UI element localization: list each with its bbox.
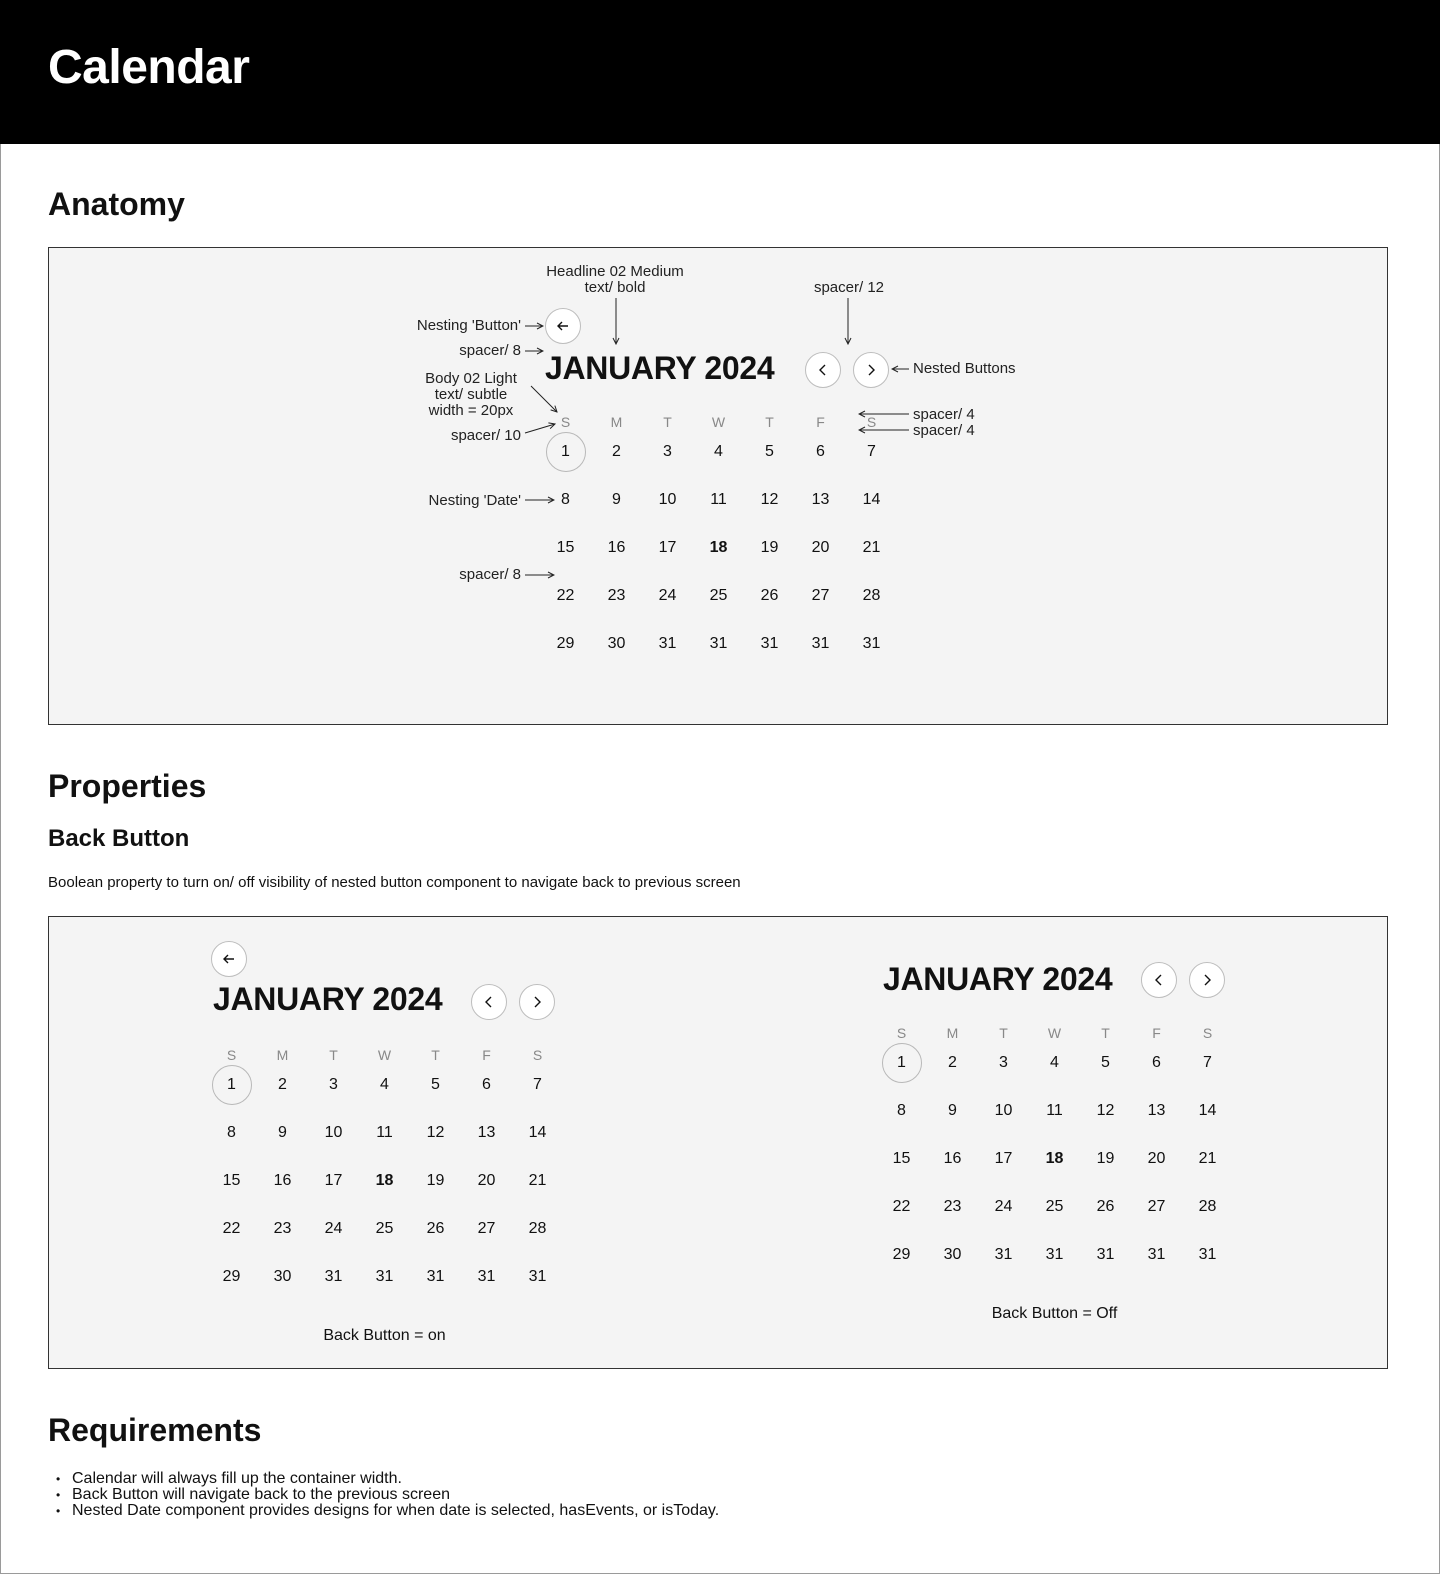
- date-label: 27: [477, 1220, 496, 1237]
- weekday-label: S: [866, 414, 877, 430]
- annot-body-light: Body 02 Light: [425, 370, 517, 387]
- date-label: 3: [329, 1076, 338, 1093]
- date-label: 31: [426, 1268, 445, 1285]
- date-label: 26: [1096, 1198, 1115, 1215]
- weekday-label: S: [226, 1047, 237, 1063]
- date-cell[interactable]: [1029, 1139, 1080, 1187]
- date-cell[interactable]: [744, 528, 795, 576]
- date-label: 9: [278, 1124, 287, 1141]
- weekday-label: S: [560, 414, 571, 430]
- date-label: 24: [658, 587, 677, 604]
- date-label: 20: [811, 539, 830, 556]
- date-cell[interactable]: [642, 624, 693, 672]
- date-cell[interactable]: [1080, 1235, 1131, 1283]
- date-cell[interactable]: [540, 528, 591, 576]
- date-cell[interactable]: [978, 1043, 1029, 1091]
- date-label: 29: [222, 1268, 241, 1285]
- date-cell[interactable]: [308, 1209, 359, 1257]
- date-cell[interactable]: [512, 1257, 563, 1305]
- date-label: 19: [760, 539, 779, 556]
- weekday-label: W: [377, 1047, 392, 1063]
- weekday-label: W: [1047, 1025, 1062, 1041]
- date-label: 31: [375, 1268, 394, 1285]
- properties-heading: Properties: [48, 768, 207, 804]
- date-cell[interactable]: [591, 480, 642, 528]
- date-label: 6: [482, 1076, 491, 1093]
- date-label: 31: [528, 1268, 547, 1285]
- date-label: 19: [1096, 1150, 1115, 1167]
- weekday-label: M: [946, 1025, 959, 1041]
- calendar-grid: [206, 1045, 563, 1305]
- date-cell[interactable]: [359, 1161, 410, 1209]
- requirement-item: • Nested Date component provides designs for when date is selected, hasEvents, or isToday.: [56, 1503, 719, 1519]
- date-label: 11: [1046, 1102, 1063, 1119]
- date-label: 31: [477, 1268, 496, 1285]
- date-cell[interactable]: [693, 480, 744, 528]
- date-cell[interactable]: [876, 1139, 927, 1187]
- date-cell[interactable]: [308, 1257, 359, 1305]
- date-label: 4: [714, 443, 723, 460]
- date-cell[interactable]: [927, 1139, 978, 1187]
- date-cell[interactable]: [257, 1113, 308, 1161]
- date-cell[interactable]: [540, 480, 591, 528]
- annot-headline-sub: text/ bold: [584, 279, 646, 296]
- date-label: 31: [1096, 1246, 1115, 1263]
- date-cell[interactable]: [642, 528, 693, 576]
- date-cell[interactable]: [795, 528, 846, 576]
- date-label: 31: [1045, 1246, 1064, 1263]
- date-label: 28: [528, 1220, 547, 1237]
- date-label: 1: [212, 1065, 252, 1105]
- date-cell[interactable]: [461, 1065, 512, 1113]
- back-button-description: Boolean property to turn on/ off visibility of nested button component to navigate back to previous screen: [48, 874, 741, 891]
- date-label: 10: [994, 1102, 1013, 1119]
- date-label: 11: [710, 491, 727, 508]
- anatomy-panel: [48, 247, 1388, 725]
- date-label: 14: [528, 1124, 547, 1141]
- date-label: 27: [1147, 1198, 1166, 1215]
- date-cell[interactable]: [308, 1113, 359, 1161]
- requirement-item: • Back Button will navigate back to the previous screen: [56, 1487, 719, 1503]
- date-label: 26: [426, 1220, 445, 1237]
- date-label: 19: [426, 1172, 445, 1189]
- date-cell[interactable]: [410, 1113, 461, 1161]
- date-cell[interactable]: [846, 480, 897, 528]
- date-cell[interactable]: [461, 1113, 512, 1161]
- date-label: 15: [222, 1172, 241, 1189]
- date-cell[interactable]: [693, 432, 744, 480]
- date-label: 13: [477, 1124, 496, 1141]
- date-label: 25: [375, 1220, 394, 1237]
- date-cell[interactable]: [1182, 1235, 1233, 1283]
- date-label: 21: [528, 1172, 547, 1189]
- date-label: 15: [892, 1150, 911, 1167]
- weekday-label: T: [1101, 1025, 1110, 1041]
- date-cell[interactable]: [1131, 1091, 1182, 1139]
- date-cell[interactable]: [540, 576, 591, 624]
- date-label: 10: [658, 491, 677, 508]
- weekday-label: F: [816, 414, 825, 430]
- date-label: 31: [811, 635, 830, 652]
- date-cell[interactable]: [591, 624, 642, 672]
- date-label: 30: [607, 635, 626, 652]
- date-cell[interactable]: [1080, 1139, 1131, 1187]
- date-cell[interactable]: [795, 432, 846, 480]
- date-cell[interactable]: [257, 1065, 308, 1113]
- chevron-left-icon: [1152, 973, 1166, 987]
- date-cell[interactable]: [693, 576, 744, 624]
- requirements-list: [56, 1471, 719, 1519]
- date-cell[interactable]: [1080, 1187, 1131, 1235]
- date-cell[interactable]: [308, 1065, 359, 1113]
- date-cell[interactable]: [1131, 1235, 1182, 1283]
- date-label: 4: [1050, 1054, 1059, 1071]
- month-title: JANUARY 2024: [883, 961, 1113, 997]
- annot-nested-buttons: Nested Buttons: [913, 360, 1016, 377]
- annot-body-light-sub: text/ subtle: [434, 386, 508, 403]
- date-cell[interactable]: [512, 1161, 563, 1209]
- date-cell[interactable]: [461, 1161, 512, 1209]
- date-label: 14: [1198, 1102, 1217, 1119]
- date-cell[interactable]: [512, 1113, 563, 1161]
- next-month-button[interactable]: [1189, 962, 1225, 998]
- date-cell[interactable]: [591, 576, 642, 624]
- date-cell[interactable]: [876, 1187, 927, 1235]
- date-cell[interactable]: [978, 1235, 1029, 1283]
- date-label: 23: [607, 587, 626, 604]
- annot-spacer-12: spacer/ 12: [813, 279, 885, 296]
- date-cell[interactable]: [846, 576, 897, 624]
- date-label: 31: [994, 1246, 1013, 1263]
- page-title: Calendar: [48, 41, 250, 94]
- date-label: 24: [994, 1198, 1013, 1215]
- next-month-button[interactable]: [853, 352, 889, 388]
- date-label: 5: [431, 1076, 440, 1093]
- date-cell[interactable]: [642, 576, 693, 624]
- weekday-label: S: [532, 1047, 543, 1063]
- date-cell[interactable]: [642, 480, 693, 528]
- annot-nesting-date: Nesting 'Date': [428, 492, 521, 509]
- calendar-grid: [540, 412, 897, 672]
- date-cell[interactable]: [359, 1065, 410, 1113]
- annot-headline: Headline 02 Medium: [546, 263, 684, 280]
- date-cell[interactable]: [1131, 1043, 1182, 1091]
- date-cell[interactable]: [693, 624, 744, 672]
- date-label: 17: [658, 539, 677, 556]
- date-cell[interactable]: [1131, 1187, 1182, 1235]
- date-label: 21: [1198, 1150, 1217, 1167]
- annot-spacer-8-top: spacer/ 8: [459, 342, 521, 359]
- date-label: 31: [324, 1268, 343, 1285]
- date-cell[interactable]: [876, 1043, 927, 1091]
- date-cell[interactable]: [1029, 1091, 1080, 1139]
- date-label: 24: [324, 1220, 343, 1237]
- date-cell[interactable]: [359, 1113, 410, 1161]
- date-label: 27: [811, 587, 830, 604]
- date-label: 16: [943, 1150, 962, 1167]
- date-label: 3: [999, 1054, 1008, 1071]
- date-cell[interactable]: [591, 528, 642, 576]
- date-cell[interactable]: [846, 528, 897, 576]
- date-label: 18: [1045, 1150, 1064, 1167]
- date-label: 18: [709, 539, 728, 556]
- date-cell[interactable]: [693, 528, 744, 576]
- date-label: 8: [227, 1124, 236, 1141]
- annot-body-light-width: width = 20px: [428, 402, 514, 419]
- date-label: 31: [1198, 1246, 1217, 1263]
- date-label: 8: [897, 1102, 906, 1119]
- month-title: JANUARY 2024: [545, 350, 775, 386]
- date-label: 20: [1147, 1150, 1166, 1167]
- date-cell[interactable]: [1182, 1043, 1233, 1091]
- back-button[interactable]: [545, 308, 581, 344]
- date-label: 7: [1203, 1054, 1212, 1071]
- prev-month-button[interactable]: [471, 984, 507, 1020]
- date-cell[interactable]: [591, 432, 642, 480]
- date-label: 16: [273, 1172, 292, 1189]
- date-label: 17: [994, 1150, 1013, 1167]
- date-label: 31: [1147, 1246, 1166, 1263]
- annot-spacer-4-a: spacer/ 4: [913, 406, 975, 423]
- date-label: 11: [376, 1124, 393, 1141]
- weekday-label: T: [765, 414, 774, 430]
- weekday-label: T: [329, 1047, 338, 1063]
- date-label: 13: [811, 491, 830, 508]
- date-cell[interactable]: [1131, 1139, 1182, 1187]
- date-cell[interactable]: [512, 1065, 563, 1113]
- requirement-item: • Calendar will always fill up the container width.: [56, 1471, 719, 1487]
- weekday-label: S: [896, 1025, 907, 1041]
- date-label: 2: [948, 1054, 957, 1071]
- arrow-left-icon: [556, 319, 570, 333]
- weekday-label: S: [1202, 1025, 1213, 1041]
- date-label: 6: [816, 443, 825, 460]
- annot-spacer-4-b: spacer/ 4: [913, 422, 975, 439]
- date-cell[interactable]: [1080, 1043, 1131, 1091]
- date-cell[interactable]: [978, 1091, 1029, 1139]
- date-cell[interactable]: [206, 1209, 257, 1257]
- calendar-grid: [876, 1023, 1233, 1283]
- date-cell[interactable]: [308, 1161, 359, 1209]
- date-cell[interactable]: [359, 1257, 410, 1305]
- date-label: 29: [556, 635, 575, 652]
- date-cell[interactable]: [744, 624, 795, 672]
- date-label: 12: [1096, 1102, 1115, 1119]
- date-label: 9: [948, 1102, 957, 1119]
- caption-back-on: Back Button = on: [323, 1327, 446, 1344]
- date-label: 12: [426, 1124, 445, 1141]
- annot-spacer-10: spacer/ 10: [450, 427, 521, 444]
- caption-back-off: Back Button = Off: [991, 1305, 1118, 1322]
- date-label: 1: [882, 1043, 922, 1083]
- date-label: 10: [324, 1124, 343, 1141]
- weekday-label: M: [276, 1047, 289, 1063]
- date-cell[interactable]: [795, 576, 846, 624]
- date-cell[interactable]: [206, 1113, 257, 1161]
- chevron-left-icon: [816, 363, 830, 377]
- back-button[interactable]: [211, 941, 247, 977]
- date-cell[interactable]: [1029, 1043, 1080, 1091]
- weekday-label: T: [663, 414, 672, 430]
- date-label: 17: [324, 1172, 343, 1189]
- date-cell[interactable]: [744, 432, 795, 480]
- annot-nesting-button: Nesting 'Button': [416, 317, 521, 334]
- date-cell[interactable]: [978, 1187, 1029, 1235]
- date-label: 9: [612, 491, 621, 508]
- date-cell[interactable]: [461, 1257, 512, 1305]
- date-cell[interactable]: [978, 1139, 1029, 1187]
- date-cell[interactable]: [795, 480, 846, 528]
- date-cell[interactable]: [461, 1209, 512, 1257]
- date-label: 25: [1045, 1198, 1064, 1215]
- date-cell[interactable]: [846, 432, 897, 480]
- chevron-right-icon: [530, 995, 544, 1009]
- chevron-left-icon: [482, 995, 496, 1009]
- annot-spacer-8-bottom: spacer/ 8: [459, 566, 521, 583]
- weekday-label: M: [610, 414, 623, 430]
- date-label: 28: [862, 587, 881, 604]
- date-cell[interactable]: [642, 432, 693, 480]
- date-cell[interactable]: [206, 1257, 257, 1305]
- weekday-label: W: [711, 414, 726, 430]
- date-label: 16: [607, 539, 626, 556]
- date-label: 31: [760, 635, 779, 652]
- date-cell[interactable]: [359, 1209, 410, 1257]
- prev-month-button[interactable]: [1141, 962, 1177, 998]
- month-title: JANUARY 2024: [213, 981, 443, 1017]
- date-cell[interactable]: [540, 432, 591, 480]
- date-label: 2: [278, 1076, 287, 1093]
- date-label: 31: [658, 635, 677, 652]
- date-label: 5: [765, 443, 774, 460]
- date-cell[interactable]: [512, 1209, 563, 1257]
- date-label: 28: [1198, 1198, 1217, 1215]
- date-label: 14: [862, 491, 881, 508]
- date-cell[interactable]: [927, 1091, 978, 1139]
- date-label: 2: [612, 443, 621, 460]
- next-month-button[interactable]: [519, 984, 555, 1020]
- date-cell[interactable]: [846, 624, 897, 672]
- date-cell[interactable]: [206, 1065, 257, 1113]
- page-header: [0, 0, 1440, 144]
- date-cell[interactable]: [257, 1209, 308, 1257]
- date-label: 22: [556, 587, 575, 604]
- chevron-right-icon: [1200, 973, 1214, 987]
- date-label: 8: [561, 491, 570, 508]
- date-label: 15: [556, 539, 575, 556]
- date-label: 25: [709, 587, 728, 604]
- date-cell[interactable]: [257, 1257, 308, 1305]
- back-button-heading: Back Button: [48, 825, 190, 852]
- date-label: 22: [892, 1198, 911, 1215]
- weekday-label: T: [999, 1025, 1008, 1041]
- date-label: 3: [663, 443, 672, 460]
- date-cell[interactable]: [1182, 1139, 1233, 1187]
- date-label: 31: [709, 635, 728, 652]
- date-cell[interactable]: [410, 1161, 461, 1209]
- date-label: 7: [533, 1076, 542, 1093]
- date-cell[interactable]: [410, 1209, 461, 1257]
- weekday-label: F: [482, 1047, 491, 1063]
- date-cell[interactable]: [744, 480, 795, 528]
- date-cell[interactable]: [927, 1187, 978, 1235]
- date-label: 5: [1101, 1054, 1110, 1071]
- date-cell[interactable]: [410, 1257, 461, 1305]
- date-cell[interactable]: [1029, 1187, 1080, 1235]
- date-cell[interactable]: [876, 1091, 927, 1139]
- date-label: 7: [867, 443, 876, 460]
- date-label: 31: [862, 635, 881, 652]
- date-cell[interactable]: [206, 1161, 257, 1209]
- date-cell[interactable]: [410, 1065, 461, 1113]
- date-label: 23: [943, 1198, 962, 1215]
- date-cell[interactable]: [257, 1161, 308, 1209]
- date-label: 12: [760, 491, 779, 508]
- date-cell[interactable]: [927, 1043, 978, 1091]
- date-cell[interactable]: [927, 1235, 978, 1283]
- date-label: 23: [273, 1220, 292, 1237]
- date-label: 29: [892, 1246, 911, 1263]
- prev-month-button[interactable]: [805, 352, 841, 388]
- chevron-right-icon: [864, 363, 878, 377]
- date-cell[interactable]: [1080, 1091, 1131, 1139]
- date-cell[interactable]: [876, 1235, 927, 1283]
- date-label: 30: [273, 1268, 292, 1285]
- date-label: 4: [380, 1076, 389, 1093]
- date-cell[interactable]: [1182, 1091, 1233, 1139]
- date-label: 18: [375, 1172, 394, 1189]
- date-label: 1: [546, 432, 586, 472]
- date-label: 21: [862, 539, 881, 556]
- arrow-left-icon: [222, 952, 236, 966]
- date-label: 26: [760, 587, 779, 604]
- requirements-heading: Requirements: [48, 1412, 262, 1448]
- date-cell[interactable]: [540, 624, 591, 672]
- date-label: 30: [943, 1246, 962, 1263]
- date-label: 22: [222, 1220, 241, 1237]
- date-cell[interactable]: [795, 624, 846, 672]
- date-cell[interactable]: [1029, 1235, 1080, 1283]
- properties-panel: [48, 916, 1388, 1369]
- anatomy-heading: Anatomy: [48, 186, 185, 222]
- weekday-label: F: [1152, 1025, 1161, 1041]
- date-label: 20: [477, 1172, 496, 1189]
- date-label: 13: [1147, 1102, 1166, 1119]
- date-label: 6: [1152, 1054, 1161, 1071]
- weekday-label: T: [431, 1047, 440, 1063]
- date-cell[interactable]: [1182, 1187, 1233, 1235]
- date-cell[interactable]: [744, 576, 795, 624]
